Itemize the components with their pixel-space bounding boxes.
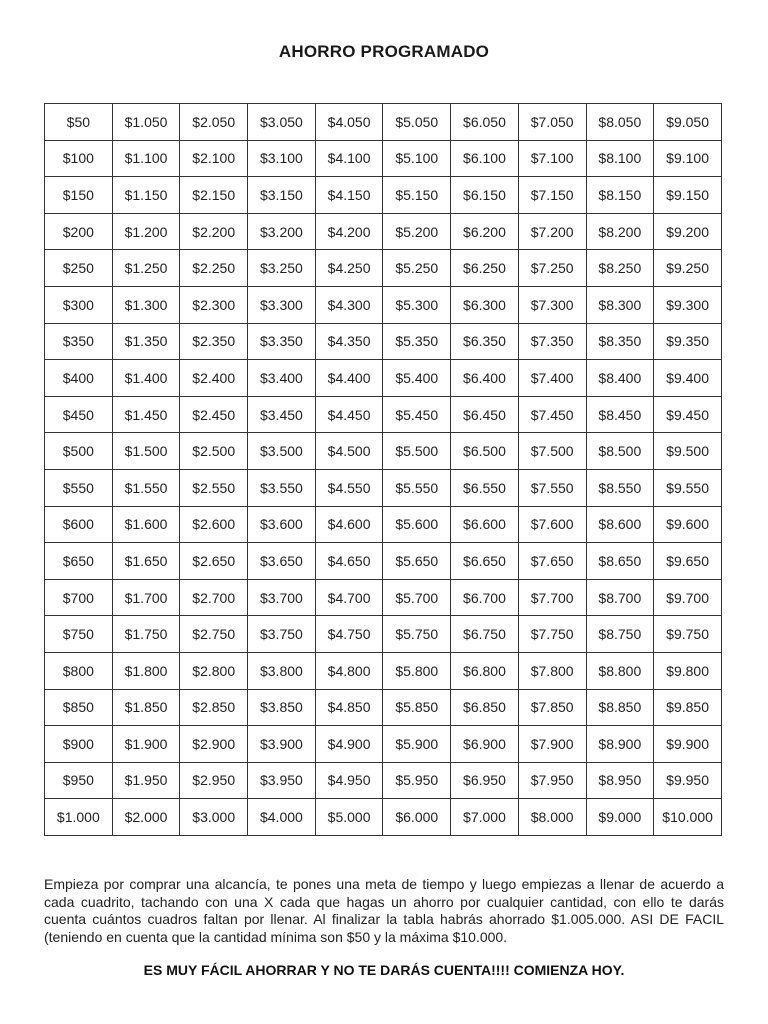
table-row — [45, 360, 722, 397]
savings-cell: $250 — [45, 250, 113, 287]
savings-cell: $300 — [45, 286, 113, 323]
savings-cell: $8.050 — [586, 104, 654, 141]
savings-cell: $6.800 — [451, 652, 519, 689]
table-row — [45, 323, 722, 360]
savings-cell: $9.450 — [654, 396, 722, 433]
savings-cell: $7.750 — [518, 616, 586, 653]
savings-cell: $2.500 — [180, 433, 248, 470]
savings-cell: $8.200 — [586, 213, 654, 250]
table-row — [45, 213, 722, 250]
savings-cell: $4.200 — [315, 213, 383, 250]
savings-cell: $1.450 — [112, 396, 180, 433]
savings-cell: $5.700 — [383, 579, 451, 616]
savings-cell: $7.950 — [518, 762, 586, 799]
savings-cell: $4.850 — [315, 689, 383, 726]
savings-cell: $3.700 — [248, 579, 316, 616]
savings-cell: $7.100 — [518, 140, 586, 177]
savings-cell: $9.950 — [654, 762, 722, 799]
savings-cell: $9.400 — [654, 360, 722, 397]
savings-cell: $1.950 — [112, 762, 180, 799]
savings-cell: $7.800 — [518, 652, 586, 689]
savings-cell: $6.250 — [451, 250, 519, 287]
savings-cell: $9.750 — [654, 616, 722, 653]
savings-cell: $5.800 — [383, 652, 451, 689]
savings-cell: $4.500 — [315, 433, 383, 470]
savings-cell: $3.250 — [248, 250, 316, 287]
savings-cell: $1.500 — [112, 433, 180, 470]
savings-cell: $1.100 — [112, 140, 180, 177]
savings-cell: $950 — [45, 762, 113, 799]
table-row — [45, 616, 722, 653]
savings-cell: $4.300 — [315, 286, 383, 323]
savings-cell: $4.450 — [315, 396, 383, 433]
savings-cell: $6.400 — [451, 360, 519, 397]
savings-cell: $7.550 — [518, 469, 586, 506]
savings-cell: $3.550 — [248, 469, 316, 506]
savings-cell: $7.500 — [518, 433, 586, 470]
table-row — [45, 140, 722, 177]
savings-cell: $10.000 — [654, 799, 722, 836]
savings-cell: $5.750 — [383, 616, 451, 653]
savings-cell: $1.250 — [112, 250, 180, 287]
savings-cell: $8.300 — [586, 286, 654, 323]
savings-cell: $7.150 — [518, 177, 586, 214]
savings-cell: $7.400 — [518, 360, 586, 397]
savings-cell: $6.300 — [451, 286, 519, 323]
savings-cell: $5.350 — [383, 323, 451, 360]
savings-cell: $7.900 — [518, 726, 586, 763]
savings-cell: $9.350 — [654, 323, 722, 360]
savings-cell: $3.900 — [248, 726, 316, 763]
savings-cell: $3.200 — [248, 213, 316, 250]
savings-cell: $5.250 — [383, 250, 451, 287]
savings-cell: $1.550 — [112, 469, 180, 506]
savings-cell: $600 — [45, 506, 113, 543]
table-row — [45, 689, 722, 726]
savings-cell: $9.550 — [654, 469, 722, 506]
savings-cell: $8.150 — [586, 177, 654, 214]
savings-cell: $5.400 — [383, 360, 451, 397]
table-row — [45, 469, 722, 506]
savings-cell: $8.350 — [586, 323, 654, 360]
savings-cell: $2.350 — [180, 323, 248, 360]
savings-cell: $3.950 — [248, 762, 316, 799]
savings-cell: $2.450 — [180, 396, 248, 433]
savings-cell: $6.150 — [451, 177, 519, 214]
savings-cell: $8.900 — [586, 726, 654, 763]
savings-cell: $8.500 — [586, 433, 654, 470]
savings-cell: $2.250 — [180, 250, 248, 287]
savings-cell: $4.900 — [315, 726, 383, 763]
table-row — [45, 579, 722, 616]
savings-cell: $4.950 — [315, 762, 383, 799]
savings-cell: $5.550 — [383, 469, 451, 506]
savings-cell: $6.050 — [451, 104, 519, 141]
table-row — [45, 726, 722, 763]
savings-cell: $4.250 — [315, 250, 383, 287]
table-row — [45, 652, 722, 689]
page-title: AHORRO PROGRAMADO — [278, 42, 490, 61]
savings-cell: $6.700 — [451, 579, 519, 616]
savings-cell: $5.000 — [315, 799, 383, 836]
savings-cell: $8.550 — [586, 469, 654, 506]
savings-cell: $750 — [45, 616, 113, 653]
savings-cell: $9.000 — [586, 799, 654, 836]
savings-cell: $5.600 — [383, 506, 451, 543]
savings-cell: $1.400 — [112, 360, 180, 397]
savings-cell: $5.650 — [383, 543, 451, 580]
savings-cell: $5.300 — [383, 286, 451, 323]
savings-cell: $5.200 — [383, 213, 451, 250]
savings-table — [44, 103, 722, 836]
savings-cell: $6.450 — [451, 396, 519, 433]
savings-cell: $6.900 — [451, 726, 519, 763]
savings-cell: $1.050 — [112, 104, 180, 141]
closing-slogan: ES MUY FÁCIL AHORRAR Y NO TE DARÁS CUENTA!!!! COMIENZA HOY. — [143, 962, 625, 978]
savings-cell: $7.300 — [518, 286, 586, 323]
instructions-paragraph: Empieza por comprar una alcancía, te pones una meta de tiempo y luego empiezas a llenar de acuerdo a cada cuadrito, tachando con una X cada que hagas un ahorro por cualquier cantidad, con ello te darás cuenta cuántos cuadros faltan por llenar. Al finalizar la tabla habrás ahorrado $1.005.000. ASI DE FACIL (teniendo en cuenta que la cantidad mínima son $50 y la máxima $10.000. — [44, 876, 724, 945]
savings-cell: $2.050 — [180, 104, 248, 141]
table-row — [45, 177, 722, 214]
savings-cell: $9.800 — [654, 652, 722, 689]
savings-cell: $800 — [45, 652, 113, 689]
savings-cell: $6.100 — [451, 140, 519, 177]
table-row — [45, 762, 722, 799]
savings-cell: $4.800 — [315, 652, 383, 689]
savings-cell: $1.700 — [112, 579, 180, 616]
savings-cell: $3.100 — [248, 140, 316, 177]
savings-cell: $6.200 — [451, 213, 519, 250]
savings-cell: $3.150 — [248, 177, 316, 214]
savings-cell: $7.450 — [518, 396, 586, 433]
savings-cell: $400 — [45, 360, 113, 397]
savings-cell: $7.250 — [518, 250, 586, 287]
table-row — [45, 104, 722, 141]
savings-cell: $2.800 — [180, 652, 248, 689]
table-row — [45, 396, 722, 433]
savings-cell: $2.400 — [180, 360, 248, 397]
savings-cell: $850 — [45, 689, 113, 726]
savings-cell: $1.900 — [112, 726, 180, 763]
savings-cell: $7.850 — [518, 689, 586, 726]
savings-cell: $8.250 — [586, 250, 654, 287]
savings-cell: $1.200 — [112, 213, 180, 250]
savings-cell: $1.000 — [45, 799, 113, 836]
savings-cell: $8.100 — [586, 140, 654, 177]
savings-cell: $2.650 — [180, 543, 248, 580]
savings-cell: $2.300 — [180, 286, 248, 323]
savings-cell: $4.000 — [248, 799, 316, 836]
savings-cell: $5.050 — [383, 104, 451, 141]
savings-cell: $200 — [45, 213, 113, 250]
savings-cell: $2.100 — [180, 140, 248, 177]
table-row — [45, 433, 722, 470]
savings-cell: $7.050 — [518, 104, 586, 141]
savings-cell: $2.600 — [180, 506, 248, 543]
savings-cell: $8.600 — [586, 506, 654, 543]
savings-cell: $9.600 — [654, 506, 722, 543]
savings-cell: $7.350 — [518, 323, 586, 360]
savings-cell: $50 — [45, 104, 113, 141]
savings-cell: $9.100 — [654, 140, 722, 177]
savings-cell: $3.750 — [248, 616, 316, 653]
savings-cell: $1.750 — [112, 616, 180, 653]
savings-cell: $2.000 — [112, 799, 180, 836]
savings-cell: $2.200 — [180, 213, 248, 250]
savings-cell: $8.850 — [586, 689, 654, 726]
savings-cell: $3.450 — [248, 396, 316, 433]
savings-cell: $6.600 — [451, 506, 519, 543]
savings-cell: $4.100 — [315, 140, 383, 177]
savings-cell: $6.500 — [451, 433, 519, 470]
savings-cell: $3.400 — [248, 360, 316, 397]
savings-cell: $150 — [45, 177, 113, 214]
savings-cell: $700 — [45, 579, 113, 616]
savings-cell: $2.950 — [180, 762, 248, 799]
savings-cell: $1.300 — [112, 286, 180, 323]
savings-cell: $650 — [45, 543, 113, 580]
savings-cell: $7.600 — [518, 506, 586, 543]
savings-cell: $4.150 — [315, 177, 383, 214]
savings-cell: $3.650 — [248, 543, 316, 580]
savings-cell: $900 — [45, 726, 113, 763]
savings-cell: $5.500 — [383, 433, 451, 470]
savings-cell: $9.250 — [654, 250, 722, 287]
table-row — [45, 506, 722, 543]
savings-cell: $9.650 — [654, 543, 722, 580]
savings-cell: $7.200 — [518, 213, 586, 250]
savings-cell: $6.350 — [451, 323, 519, 360]
savings-cell: $100 — [45, 140, 113, 177]
savings-cell: $6.000 — [383, 799, 451, 836]
savings-cell: $6.750 — [451, 616, 519, 653]
savings-cell: $3.600 — [248, 506, 316, 543]
savings-cell: $3.300 — [248, 286, 316, 323]
savings-cell: $8.750 — [586, 616, 654, 653]
savings-cell: $9.700 — [654, 579, 722, 616]
savings-cell: $3.800 — [248, 652, 316, 689]
savings-cell: $9.300 — [654, 286, 722, 323]
savings-cell: $2.700 — [180, 579, 248, 616]
savings-cell: $8.650 — [586, 543, 654, 580]
savings-cell: $500 — [45, 433, 113, 470]
savings-cell: $4.700 — [315, 579, 383, 616]
savings-cell: $2.750 — [180, 616, 248, 653]
savings-cell: $9.900 — [654, 726, 722, 763]
savings-cell: $8.450 — [586, 396, 654, 433]
savings-cell: $4.600 — [315, 506, 383, 543]
savings-cell: $1.350 — [112, 323, 180, 360]
table-row — [45, 250, 722, 287]
savings-cell: $4.550 — [315, 469, 383, 506]
savings-cell: $3.050 — [248, 104, 316, 141]
savings-cell: $8.400 — [586, 360, 654, 397]
savings-cell: $5.450 — [383, 396, 451, 433]
savings-cell: $7.650 — [518, 543, 586, 580]
savings-cell: $5.850 — [383, 689, 451, 726]
savings-cell: $7.000 — [451, 799, 519, 836]
savings-cell: $2.850 — [180, 689, 248, 726]
savings-cell: $5.150 — [383, 177, 451, 214]
savings-cell: $9.150 — [654, 177, 722, 214]
savings-cell: $4.650 — [315, 543, 383, 580]
savings-cell: $1.850 — [112, 689, 180, 726]
savings-cell: $3.350 — [248, 323, 316, 360]
savings-cell: $5.950 — [383, 762, 451, 799]
savings-cell: $9.200 — [654, 213, 722, 250]
savings-cell: $8.950 — [586, 762, 654, 799]
savings-cell: $5.100 — [383, 140, 451, 177]
savings-cell: $4.750 — [315, 616, 383, 653]
savings-cell: $9.500 — [654, 433, 722, 470]
savings-cell: $2.150 — [180, 177, 248, 214]
savings-table-body — [45, 104, 722, 836]
savings-cell: $8.800 — [586, 652, 654, 689]
savings-cell: $6.550 — [451, 469, 519, 506]
savings-cell: $1.150 — [112, 177, 180, 214]
savings-cell: $6.650 — [451, 543, 519, 580]
savings-cell: $3.000 — [180, 799, 248, 836]
savings-cell: $5.900 — [383, 726, 451, 763]
savings-cell: $9.850 — [654, 689, 722, 726]
savings-cell: $4.400 — [315, 360, 383, 397]
table-row — [45, 799, 722, 836]
savings-cell: $1.650 — [112, 543, 180, 580]
savings-cell: $450 — [45, 396, 113, 433]
savings-cell: $3.850 — [248, 689, 316, 726]
savings-cell: $8.700 — [586, 579, 654, 616]
table-row — [45, 543, 722, 580]
savings-cell: $4.350 — [315, 323, 383, 360]
savings-cell: $350 — [45, 323, 113, 360]
table-row — [45, 286, 722, 323]
savings-cell: $9.050 — [654, 104, 722, 141]
savings-cell: $550 — [45, 469, 113, 506]
savings-cell: $7.700 — [518, 579, 586, 616]
savings-cell: $3.500 — [248, 433, 316, 470]
savings-cell: $2.550 — [180, 469, 248, 506]
savings-cell: $6.850 — [451, 689, 519, 726]
savings-cell: $6.950 — [451, 762, 519, 799]
savings-cell: $2.900 — [180, 726, 248, 763]
savings-cell: $1.600 — [112, 506, 180, 543]
savings-cell: $1.800 — [112, 652, 180, 689]
savings-cell: $8.000 — [518, 799, 586, 836]
savings-cell: $4.050 — [315, 104, 383, 141]
